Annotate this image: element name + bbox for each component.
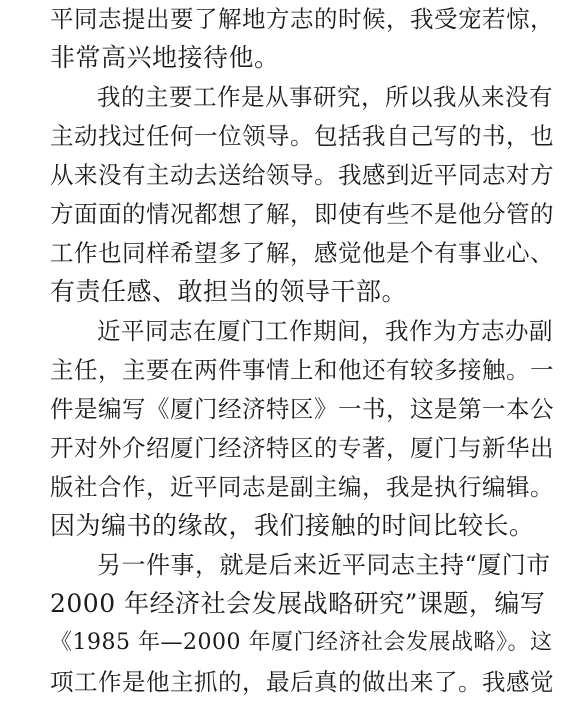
- text-line: 方面面的情况都想了解，即使有些不是他分管的: [50, 200, 554, 228]
- text-line: 2000 年经济社会发展战略研究”课题，编写: [50, 589, 546, 618]
- text-line: 项工作是他主抓的，最后真的做出来了。我感觉: [50, 668, 554, 696]
- text-line: 从来没有主动去送给领导。我感到近平同志对方: [50, 161, 554, 189]
- text-line: 工作也同样希望多了解，感觉他是个有事业心、: [50, 239, 554, 267]
- paragraph-first-line: 我的主要工作是从事研究，所以我从来没有: [97, 83, 553, 111]
- text-line: 有责任感、敢担当的领导干部。: [50, 277, 408, 306]
- text-line: 平同志提出要了解地方志的时候，我受宠若惊，: [50, 5, 554, 33]
- text-line: 主任，主要在两件事情上和他还有较多接触。一: [50, 356, 554, 384]
- text-line: 因为编书的缘故，我们接触的时间比较长。: [50, 511, 535, 540]
- text-line: 开对外介绍厦门经济特区的专著，厦门与新华出: [50, 434, 554, 462]
- text-line: 版社合作，近平同志是副主编，我是执行编辑。: [50, 473, 554, 501]
- paragraph-first-line: 另一件事，就是后来近平同志主持“厦门市: [97, 551, 551, 579]
- text-line: 非常高兴地接待他。: [50, 43, 280, 72]
- text-line: 《1985 年—2000 年厦门经济社会发展战略》。这: [50, 630, 553, 655]
- text-line: 件是编写《厦门经济特区》一书，这是第一本公: [50, 395, 554, 423]
- paragraph-first-line: 近平同志在厦门工作期间，我作为方志办副: [97, 317, 553, 345]
- text-line: 主动找过任何一位领导。包括我自己写的书，也: [50, 122, 554, 150]
